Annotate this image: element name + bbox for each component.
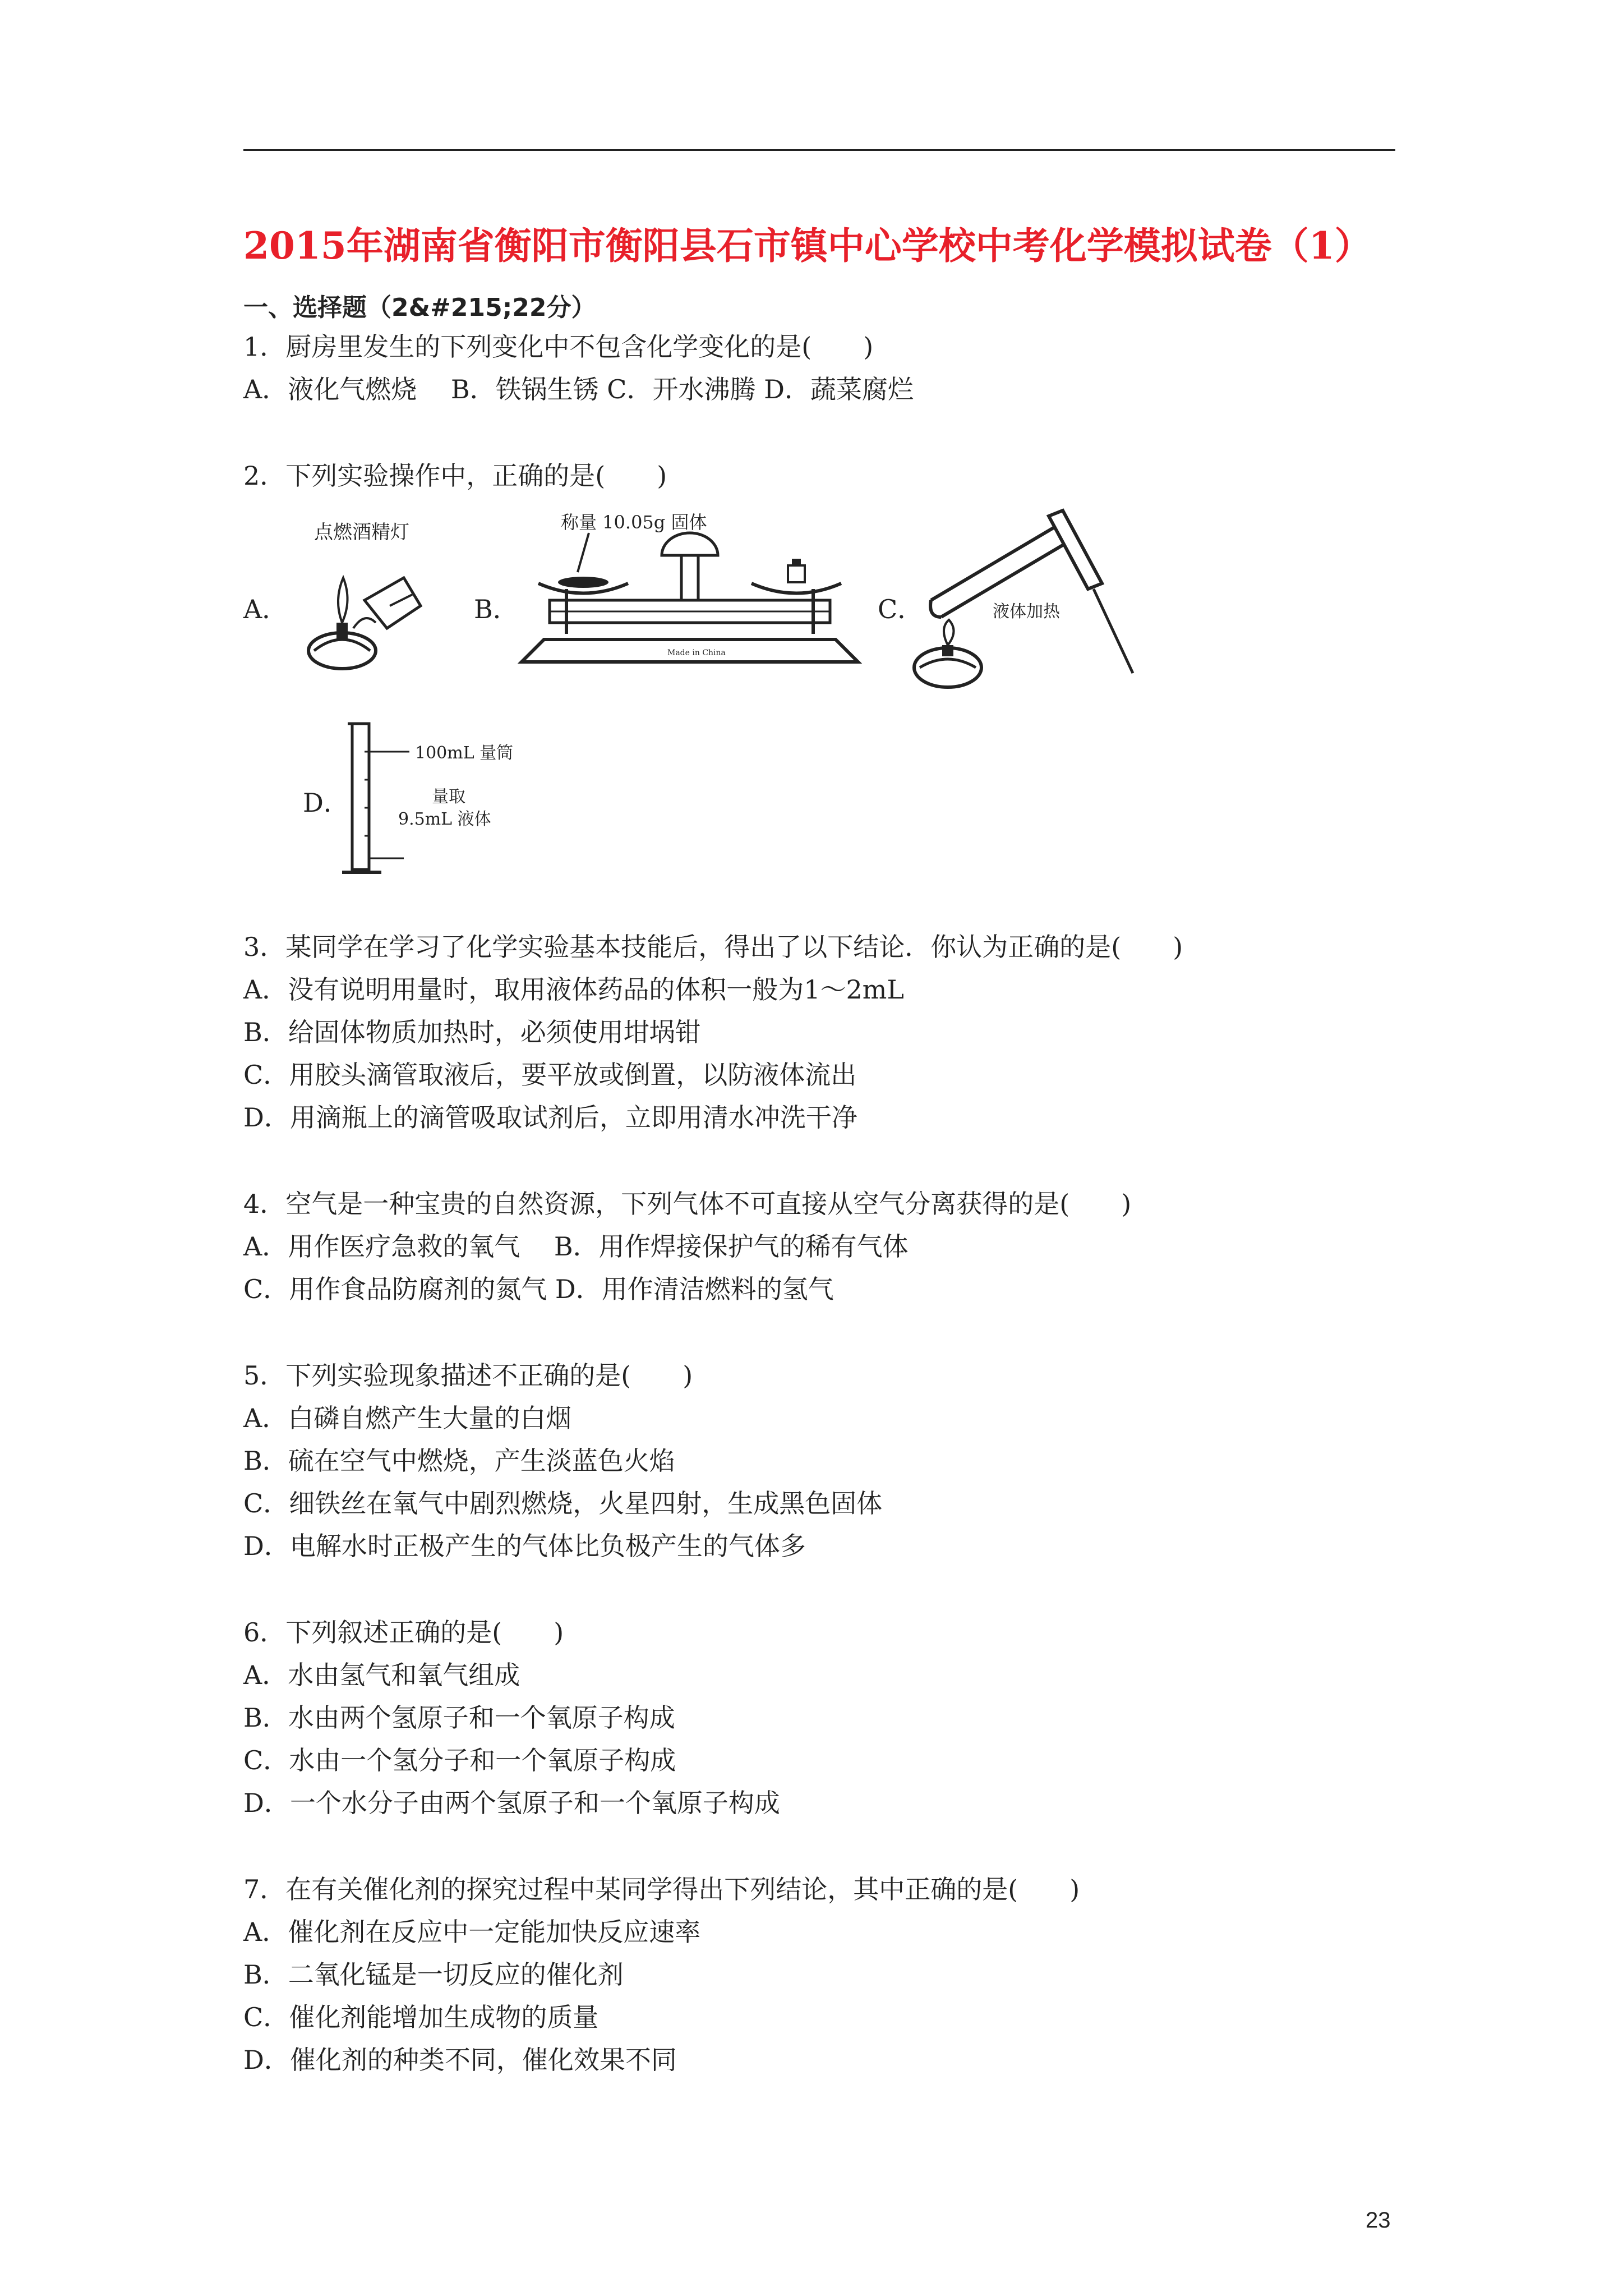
page-number: 23	[1366, 2208, 1391, 2233]
q2-stem: 2．下列实验操作中，正确的是( )	[243, 461, 667, 491]
q2-fig-c-caption: 液体加热	[993, 602, 1060, 622]
q5-option-a: A．白磷自燃产生大量的白烟	[243, 1403, 572, 1433]
q5-option-d: D．电解水时正极产生的气体比负极产生的气体多	[243, 1531, 806, 1561]
q2-figure-b	[516, 505, 864, 696]
q5-stem: 5．下列实验现象描述不正确的是( )	[243, 1360, 693, 1391]
q1-options: A．液化气燃烧 B．铁锅生锈 C．开水沸腾 D．蔬菜腐烂	[243, 374, 914, 404]
q4-options-cd: C．用作食品防腐剂的氮气 D．用作清洁燃料的氢气	[243, 1274, 834, 1304]
q2-option-a-label: A．	[243, 594, 288, 624]
q7-option-c: C．催化剂能增加生成物的质量	[243, 2002, 599, 2032]
q2-fig-a-caption: 点燃酒精灯	[314, 521, 409, 544]
q2-figure-a	[292, 516, 437, 684]
q7-option-a: A．催化剂在反应中一定能加快反应速率	[243, 1917, 701, 1947]
q2-option-d-label: D．	[303, 788, 349, 818]
q2-figure-d	[336, 718, 572, 886]
q5-option-b: B．硫在空气中燃烧，产生淡蓝色火焰	[243, 1446, 675, 1476]
q6-option-a: A．水由氢气和氧气组成	[243, 1660, 520, 1690]
q6-option-c: C．水由一个氢分子和一个氧原子构成	[243, 1745, 676, 1775]
q2-fig-b-caption: 称量 10.05g 固体	[561, 512, 707, 533]
q2-fig-d-caption3: 9.5mL 液体	[398, 809, 491, 829]
q7-option-b: B．二氧化锰是一切反应的催化剂	[243, 1959, 624, 1990]
q6-option-d: D．一个水分子由两个氢原子和一个氧原子构成	[243, 1788, 780, 1818]
section-heading: 一、选择题（2&#215;22分）	[243, 293, 596, 322]
q2-fig-d-caption2: 量取	[432, 787, 465, 807]
q2-option-b-label: B．	[474, 594, 519, 624]
q5-option-c: C．细铁丝在氧气中剧烈燃烧，火星四射，生成黑色固体	[243, 1488, 883, 1519]
page-title: 2015年湖南省衡阳市衡阳县石市镇中心学校中考化学模拟试卷（1）	[243, 224, 1372, 268]
q1-stem: 1．厨房里发生的下列变化中不包含化学变化的是( )	[243, 332, 874, 362]
q3-option-a: A．没有说明用量时，取用液体药品的体积一般为1～2mL	[243, 974, 904, 1005]
q3-option-d: D．用滴瓶上的滴管吸取试剂后，立即用清水冲洗干净	[243, 1102, 857, 1133]
q2-option-c-label: C．	[878, 594, 924, 624]
q3-stem: 3．某同学在学习了化学实验基本技能后，得出了以下结论．你认为正确的是( )	[243, 932, 1183, 962]
q2-fig-d-caption1: 100mL 量筒	[415, 743, 514, 763]
q7-stem: 7．在有关催化剂的探究过程中某同学得出下列结论，其中正确的是( )	[243, 1874, 1080, 1904]
q3-option-c: C．用胶头滴管取液后，要平放或倒置，以防液体流出	[243, 1060, 857, 1090]
q2-figure-c	[909, 505, 1144, 696]
q6-option-b: B．水由两个氢原子和一个氧原子构成	[243, 1703, 675, 1733]
q3-option-b: B．给固体物质加热时，必须使用坩埚钳	[243, 1017, 701, 1047]
q2-fig-b-small: Made in China	[667, 648, 726, 657]
q7-option-d: D．催化剂的种类不同，催化效果不同	[243, 2045, 677, 2075]
q4-options-ab: A．用作医疗急救的氧气 B．用作焊接保护气的稀有气体	[243, 1231, 909, 1262]
header-rule	[243, 149, 1395, 151]
q4-stem: 4．空气是一种宝贵的自然资源，下列气体不可直接从空气分离获得的是( )	[243, 1189, 1132, 1219]
q6-stem: 6．下列叙述正确的是( )	[243, 1617, 564, 1648]
